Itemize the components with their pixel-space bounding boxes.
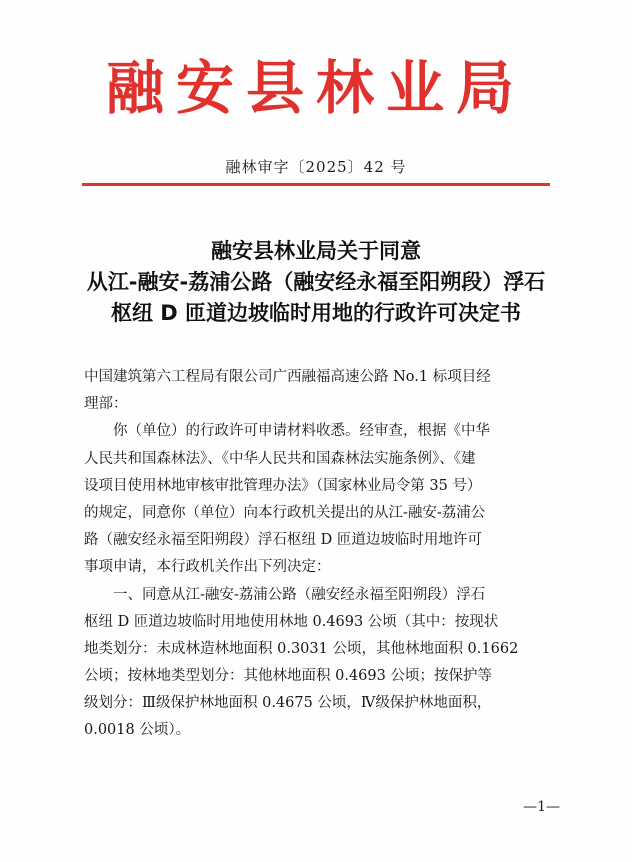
document-title <box>40 236 592 329</box>
title-line-3: 枢纽 D 匝道边坡临时用地的行政许可决定书 <box>110 301 522 325</box>
decision-item-line: 公顷；按林地类型划分：其他林地面积 0.4693 公顷；按保护等 <box>84 668 492 685</box>
decision-item-line: 级划分：Ⅲ级保护林地面积 0.4675 公顷，Ⅳ级保护林地面积， <box>84 695 492 712</box>
title-line-1: 融安县林业局关于同意 <box>211 239 421 263</box>
page-number: —1— <box>523 799 560 815</box>
red-divider-line <box>82 183 550 186</box>
title-line-2: 从江-融安-荔浦公路（融安经永福至阳朔段）浮石 <box>86 270 546 294</box>
body-paragraph-line: 的规定，同意你（单位）向本行政机关提出的从江-融安-荔浦公 <box>84 504 486 521</box>
addressee-line-1: 中国建筑第六工程局有限公司广西融福高速公路 No.1 标项目经 <box>84 369 491 385</box>
addressee-line-2: 理部： <box>84 396 128 413</box>
document-body <box>84 364 554 745</box>
decision-item-line: 地类划分：未成林造林地面积 0.3031 公顷，其他林地面积 0.1662 <box>84 640 519 657</box>
issuing-organization-header: 融安县林业局 <box>105 54 526 122</box>
body-paragraph-line: 设项目使用林地审核审批管理办法》（国家林业局令第 35 号） <box>84 477 482 494</box>
body-paragraph-line: 你（单位）的行政许可申请材料收悉。经审查，根据《中华 <box>113 423 490 440</box>
body-paragraph-line: 人民共和国森林法》、《中华人民共和国森林法实施条例》、《建 <box>84 450 476 467</box>
decision-item-line: 一、同意从江-融安-荔浦公路（融安经永福至阳朔段）浮石 <box>113 586 486 603</box>
decision-item-line: 枢纽 D 匝道边坡临时用地使用林地 0.4693 公顷（其中：按现状 <box>84 613 499 630</box>
decision-item-line: 0.0018 公顷）。 <box>84 722 191 739</box>
body-paragraph-line: 事项申请，本行政机关作出下列决定： <box>84 559 331 576</box>
document-number: 融林审字〔2025〕42 号 <box>225 158 407 176</box>
body-paragraph-line: 路（融安经永福至阳朔段）浮石枢纽 D 匝道边坡临时用地许可 <box>84 532 482 549</box>
